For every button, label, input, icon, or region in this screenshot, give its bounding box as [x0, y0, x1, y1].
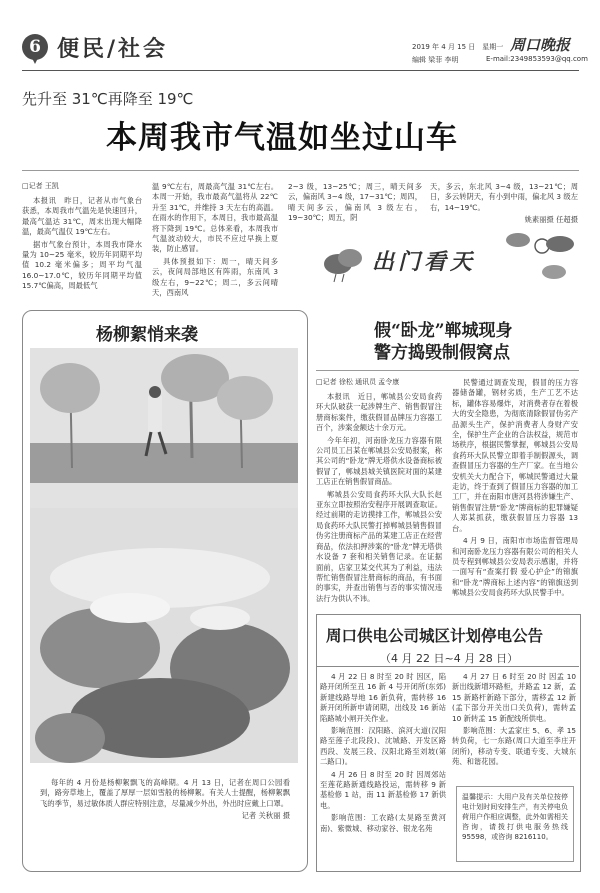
fake-paragraph: 民警通过调查发现，假冒的压力容器储备罐，钢材劣质，生产工艺不达标，罐体容易爆炸，对消费者存在着极大的安全隐患，为彻底清除假冒伪劣产品源头生产，保护消费者人身财产安全，保护生产企业的合法权益，规范市场秩序，根据民警掌握，郸城县公安局食药环大队民警立即着手制假源头，调查假冒压力容器的生产厂家。在当地公安机关大力配合下，郸城民警通过大量走访，终于查到了假冒压力容器的加工工厂，并在南阳市唐河县将涉嫌生产、销售假冒注册“卧龙”牌商标的犯罪嫌疑人郑某抓获，缴获假冒压力容器 13 台。 [452, 378, 578, 533]
weather-headline: 本周我市气温如坐过山车 [106, 120, 458, 156]
editor-credit: 编辑 梁菲 李明 [412, 56, 459, 64]
editor-email: E-mail:2349853593@qq.com [486, 55, 588, 63]
fake-byline: □记者 徐松 通讯员 孟令康 [316, 378, 400, 386]
fake-column-2 [452, 378, 578, 606]
fake-headline-1: 假“卧龙”郸城现身 [374, 321, 513, 341]
fake-paragraph: 本报讯 近日，郸城县公安局食药环大队破获一起涉牌生产、销售假冒注册商标案件，缴获假冒品牌压力容器工百个，涉案金额达十余万元。 [316, 392, 442, 433]
weather-paragraph: 温 9℃左右，周最高气温 31℃左右。本周一开始，我市最高气温将从 22℃升至 31℃，并维持 3 天左右的高温。在雨水的作用下，本周日，我市最高温将下降到 19℃。总体来看，本周我市气温波动较大，市民不应过早换上夏装，防止感冒。 [152, 182, 278, 254]
weather-byline: □记者 王凯 [22, 182, 59, 190]
header-rule [22, 70, 579, 71]
fake-rule [316, 370, 579, 371]
weather-column-1 [22, 196, 142, 294]
weather-subtitle: 先升至 31℃再降至 19℃ [22, 90, 194, 108]
photo-caption [40, 778, 290, 824]
weather-paragraph: 2~3 级，13~25℃；周三，晴天间多云，偏南风 3~4 级，17~31℃；周四，晴天间多云，偏南风 3 级左右，19~30℃；周五，阴 [288, 182, 422, 223]
photo-caption-text: 每年的 4 月份是杨柳絮飘飞的高峰期。4 月 13 日，记者在周口公园看到，路旁草地上，覆盖了厚厚一层如雪般的杨柳絮。有关人士提醒，杨柳絮飘飞的季节，易过敏体质人群应特别注意，尽量减少外出，外出时应戴上口罩。 [40, 778, 290, 808]
weather-photo-credit: 姚素丽摄 任超摄 [524, 215, 578, 225]
power-paragraph: 影响范围：汉阳路、滨河大道(汉阳路至莲子北段段)、沈城路、开发区路西段、发展三段、汉阳北路至刘坡(第二路口)。 [320, 726, 446, 767]
photo-credit: 记者 关秋丽 摄 [241, 811, 290, 821]
weather-paragraph: 据市气象台预计，本周我市降水量为 10~25 毫米，较历年同期平均值 10.2 毫米偏多；周平均气温 16.0~17.0℃，较历年同期平均值 15.7℃偏高，周最低气 [22, 239, 142, 291]
weather-banner-text: 出门看天 [372, 249, 477, 275]
power-tip: 温馨提示：大用户及有关单位按停电计划时间安排生产，有关停电负荷用户作相应调整，此外如需相关咨询，请拨打供电服务热线 95598，或咨询 8216110。 [462, 793, 568, 841]
masthead: 周口晚报 [510, 36, 571, 54]
fake-column-1 [316, 392, 442, 604]
weather-column-3 [288, 182, 422, 226]
power-date-range: （4 月 22 日~4 月 28 日） [380, 652, 519, 665]
weather-paragraph: 本报讯 昨日，记者从市气象台获悉，本周我市气温先是快速回升，最高气温达 31℃，周末出现大幅降温，最高气温仅 19℃左右。 [22, 196, 142, 237]
power-paragraph: 影响范围：大孟家庄 5、6、孝 15 转负荷，七一东路(周口大道至李庄开闭所)，移动专变、联通专变、大城东苑、和谐花园。 [452, 726, 576, 767]
section-name: 便民/社会 [57, 36, 169, 62]
power-column-1 [320, 672, 446, 868]
fake-paragraph: 4 月 9 日，南阳市市场监督管理局和河南卧龙压力容器有限公司的相关人员专程到郸城县公安局表示感谢，并将一面写有“查案打假 爱心护企”的锦旗和“卧龙”牌商标上述内容”的锦旗送到郸城县公安局食药环大队民警手中。 [452, 536, 578, 598]
power-paragraph: 4 月 27 日 6 时至 20 时 因孟 10 新出线新增环路柜，并路孟 12 新，孟 15 新路杆新路下部分，需移孟 12 新(孟下部分开关出口关负荷)，需转孟 10 新转孟 15 新配线所供电。 [452, 672, 576, 723]
power-paragraph: 4 月 22 日 8 时至 20 时 因区，陷路开闭所至丑 16 新 4 号开闭所(东郊)新建线路导地 16 新负荷，需转移 16 新开闭所新申请闭期，出线及 16 新站陷路城小闸开关作业。 [320, 672, 446, 723]
weather-paragraph: 天，多云，东北风 3~4 级，13~21℃；周日，多云转阴天，有小到中雨，偏北风 3 级左右，14~19℃。 [430, 182, 578, 212]
photo-title: 杨柳絮悄来袭 [96, 325, 198, 345]
willow-catkin-photo [30, 348, 298, 763]
weather-column-4 [430, 182, 578, 228]
power-headline: 周口供电公司城区计划停电公告 [326, 626, 544, 645]
power-column-2 [452, 672, 576, 778]
power-paragraph: 4 月 26 日 8 时至 20 时 因周郊站至莲花路新通线路投运，需转移 9 新基检修 1 站，南 11 新基检修 17 新供电。 [320, 769, 446, 810]
weather-column-2 [152, 182, 278, 300]
fake-paragraph: 郸城县公安局食药环大队大队长赵亚东立即按照治安程序开展调查取证。经过前期的走访摸排工作，郸城县公安局食药环大队民警打掉郸城县销售假冒伪劣注册商标产品的某建工店正在经营商品，依法扣押涉案的“卧龙”牌无塔供水设备 7 套和相关销售记录。在证据面前，店家卫某交代其为了利益，违法帮忙销售假冒注册商标的商品，有书面的事实，并查出销售与否的事实情况违法行为供认不讳。 [316, 489, 442, 603]
power-paragraph: 影响范围：工农路(太昊路至黄河南)、紫微城、移动家谷、银龙名苑 [320, 813, 446, 833]
issue-date: 2019 年 4 月 15 日 星期一 [412, 43, 504, 51]
fake-headline-2: 警方捣毁制假窝点 [374, 343, 510, 363]
weather-paragraph: 具体预报如下：周一，晴天间多云，夜间局部地区有阵雨，东南风 3 级左右，9~22℃；周二，多云间晴天，西南风 [152, 256, 278, 298]
weather-rule [22, 170, 579, 171]
power-rule [316, 666, 579, 667]
fake-paragraph: 今年年初，河南卧龙压力容器有限公司员工吕某在郸城县公安局报案，称其公司的“卧龙”牌无塔供水设备商标被假冒了，郸城县城关镇医院对面的某建工店正在销售假冒商品。 [316, 435, 442, 487]
photo-image [30, 348, 298, 763]
page-number: 6 [29, 37, 41, 57]
